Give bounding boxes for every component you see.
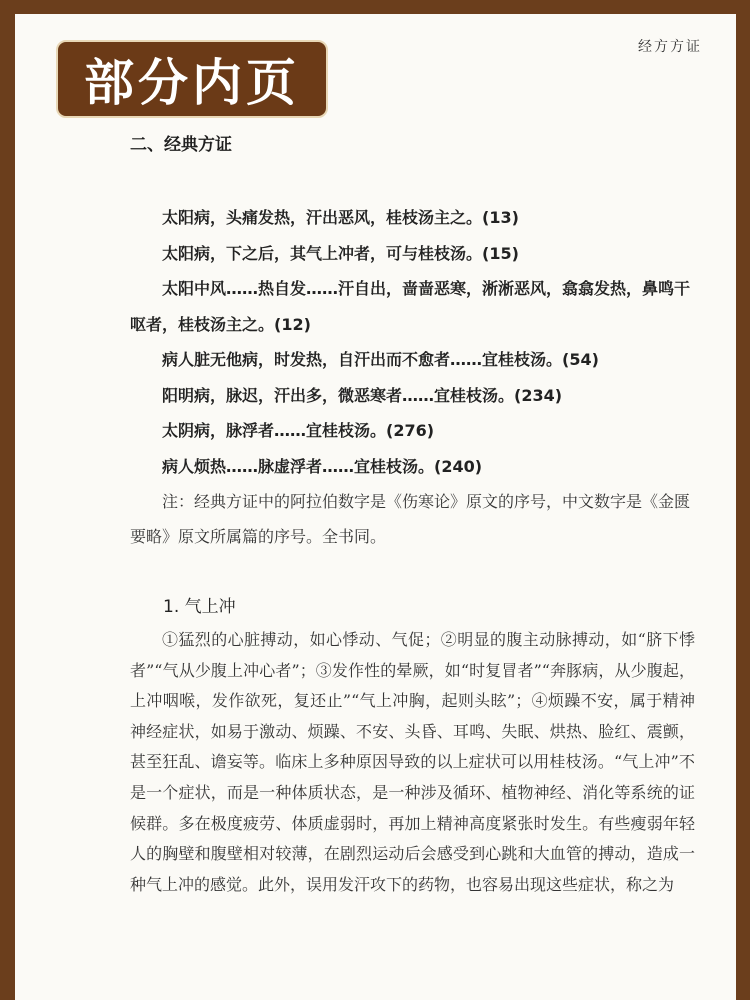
body-paragraph: ①猛烈的心脏搏动，如心悸动、气促；②明显的腹主动脉搏动，如“脐下悸者”“气从少腹上冲心者”；③发作性的晕厥，如“时复冒者”“奔豚病，从少腹起，上冲咽喉，发作欲死，复还止”“气上冲胸，起则头眩”；④烦躁不安，属于精神神经症状，如易于激动、烦躁、不安、头昏、耳鸣、失眠、烘热、脸红、震颤，甚至狂乱、谵妄等。临床上多种原因导致的以上症状可以用桂枝汤。“气上冲”不是一个症状，而是一种体质状态，是一种涉及循环、植物神经、消化等系统的证候群。多在极度疲劳、体质虚弱时，再加上精神高度紧张时发生。有些瘦弱年轻人的胸壁和腹壁相对较薄，在剧烈运动后会感受到心跳和大血管的搏动，造成一种气上冲的感觉。此外，误用发汗攻下的药物，也容易出现这些症状，称之为 — [130, 630, 695, 894]
quote-line: 太阳病，头痛发热，汗出恶风，桂枝汤主之。(13) — [162, 208, 519, 227]
quote-line: 病人脏无他病，时发热，自汗出而不愈者……宜桂枝汤。(54) — [162, 350, 599, 369]
footnote — [130, 484, 690, 554]
quote-line: 阳明病，脉迟，汗出多，微恶寒者……宜桂枝汤。(234) — [162, 385, 563, 405]
subsection-title: 1. 气上冲 — [163, 597, 236, 617]
quote-line: 太阳中风……热自发……汗自出，啬啬恶寒，淅淅恶风，翕翕发热，鼻鸣干呕者，桂枝汤主之。(12) — [130, 279, 691, 334]
quote-line: 太阴病，脉浮者……宜桂枝汤。(276) — [162, 421, 435, 440]
subsection-body — [130, 625, 695, 900]
classic-quotes — [130, 200, 690, 484]
section-title: 二、经典方证 — [130, 135, 232, 155]
quote-line: 病人烦热……脉虚浮者……宜桂枝汤。(240) — [162, 456, 483, 476]
note-text: 注：经典方证中的阿拉伯数字是《伤寒论》原文的序号，中文数字是《金匮要略》原文所属篇的序号。全书同。 — [130, 492, 691, 546]
quote-line: 太阳病，下之后，其气上冲者，可与桂枝汤。(15) — [162, 243, 519, 263]
running-head: 经方方证 — [638, 39, 702, 55]
sample-pages-badge: 部分内页 — [56, 40, 328, 118]
